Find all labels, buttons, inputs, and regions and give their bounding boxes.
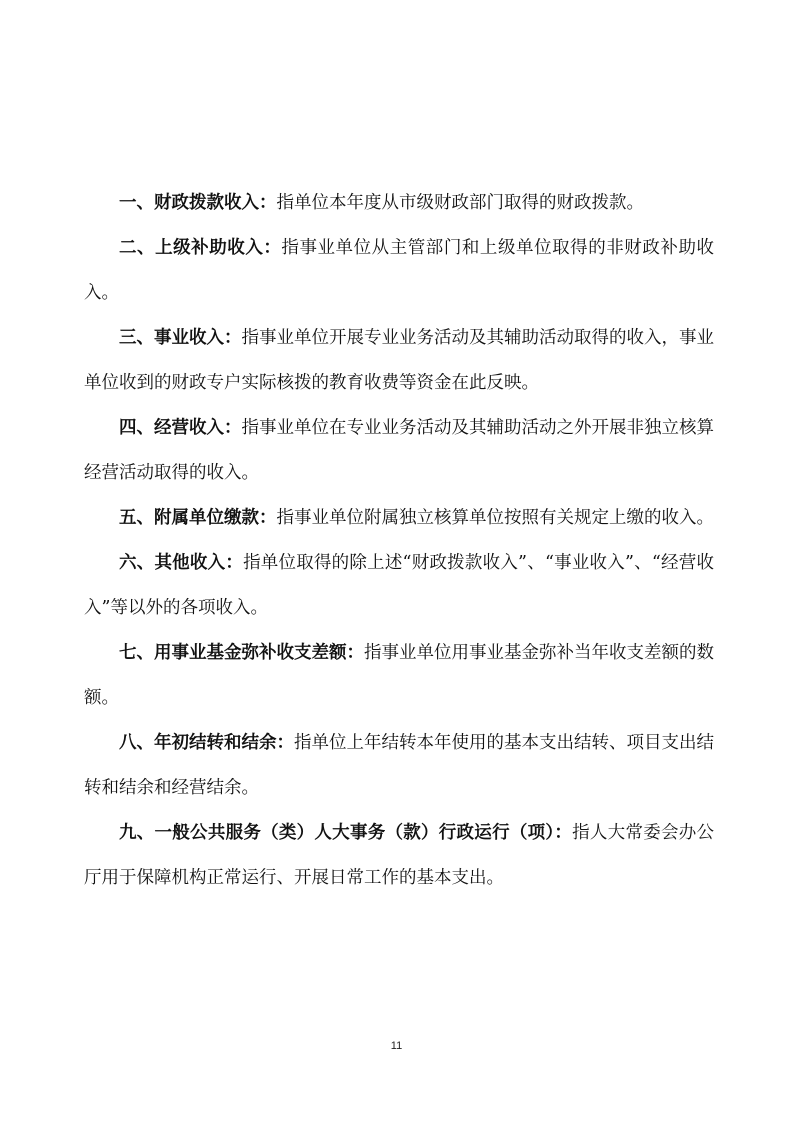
definition-item: [84, 541, 714, 631]
document-body: [84, 181, 714, 901]
definition-item: [84, 181, 714, 226]
definition-item: [84, 496, 714, 541]
definition-term: 七、用事业基金弥补收支差额：: [119, 643, 364, 663]
definition-item: [84, 631, 714, 721]
definition-text: 指单位上年结转本年使用的基本支出结转、项目支出结转和结余和经营结余。: [84, 733, 714, 798]
definition-term: 五、附属单位缴款：: [119, 508, 277, 528]
definition-term: 九、一般公共服务（类）人大事务（款）行政运行（项）：: [119, 823, 573, 843]
definition-term: 一、财政拨款收入：: [119, 193, 277, 213]
definition-term: 八、年初结转和结余：: [119, 733, 294, 753]
definition-text: 指事业单位在专业业务活动及其辅助活动之外开展非独立核算经营活动取得的收入。: [84, 418, 714, 483]
definition-term: 六、其他收入：: [119, 553, 244, 573]
definition-term: 三、事业收入：: [119, 328, 242, 348]
definition-item: [84, 406, 714, 496]
definition-item: [84, 226, 714, 316]
definition-text: 指事业单位从主管部门和上级单位取得的非财政补助收入。: [84, 238, 714, 303]
definition-text: 指事业单位开展专业业务活动及其辅助活动取得的收入，事业单位收到的财政专户实际核拨的教育收费等资金在此反映。: [84, 328, 714, 393]
page-number: 11: [390, 1040, 403, 1052]
definition-text: 指单位取得的除上述“财政拨款收入”、“事业收入”、“经营收入”等以外的各项收入。: [84, 553, 715, 618]
definition-text: 指事业单位用事业基金弥补当年收支差额的数额。: [84, 643, 714, 708]
definition-term: 四、经营收入：: [119, 418, 242, 438]
definition-item: [84, 721, 714, 811]
definition-text: 指单位本年度从市级财政部门取得的财政拨款。: [276, 193, 644, 213]
definition-item: [84, 316, 714, 406]
definition-text: 指人大常委会办公厅用于保障机构正常运行、开展日常工作的基本支出。: [84, 823, 715, 888]
definition-term: 二、上级补助收入：: [119, 238, 282, 258]
definition-item: [84, 811, 714, 901]
definition-text: 指事业单位附属独立核算单位按照有关规定上缴的收入。: [276, 508, 714, 528]
